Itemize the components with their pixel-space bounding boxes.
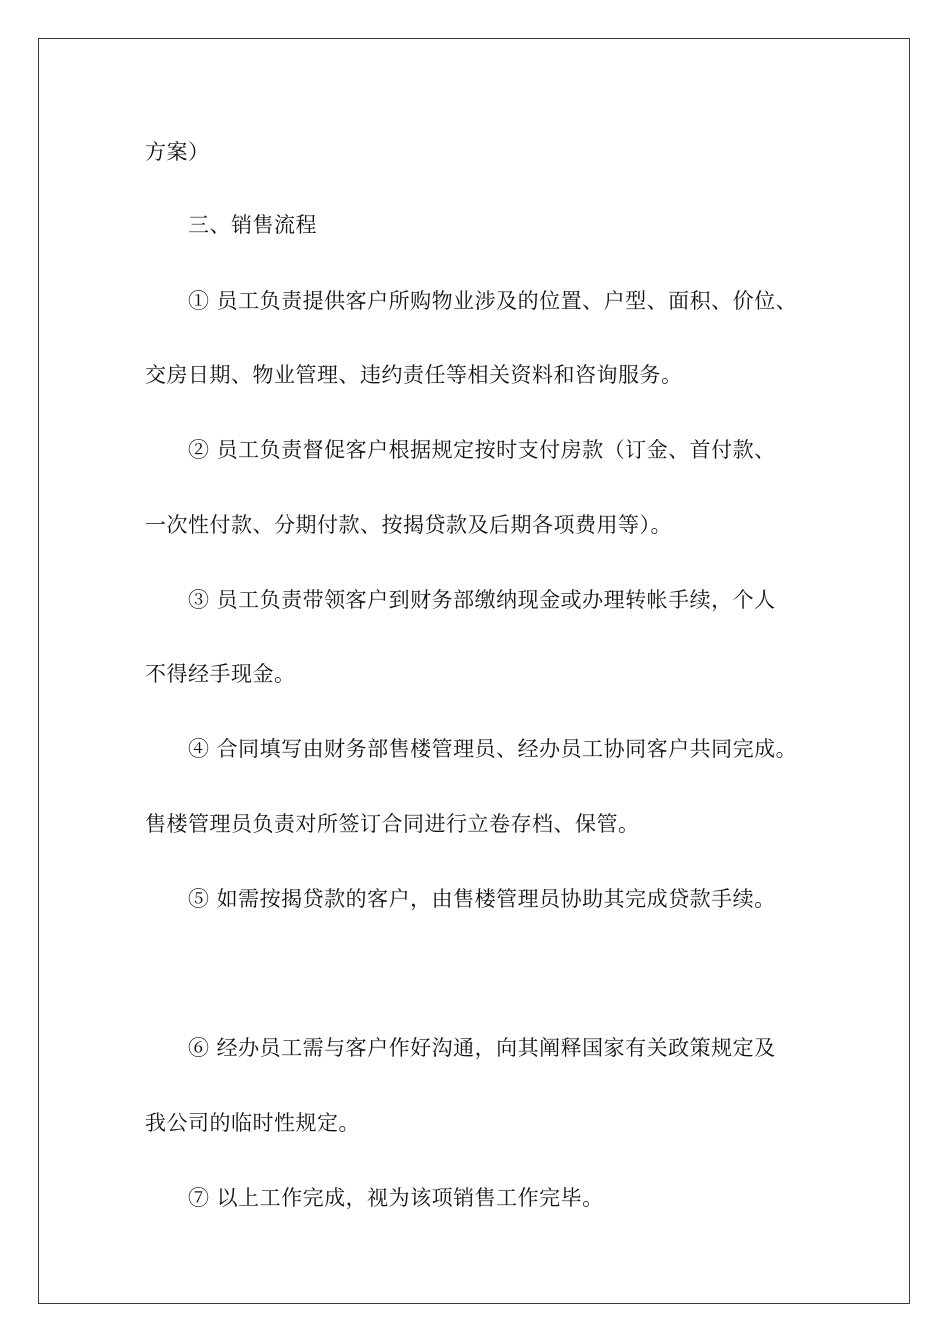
step-1-line-2: 交房日期、物业管理、违约责任等相关资料和咨询服务。 <box>145 363 683 387</box>
step-4-line-1: ④ 合同填写由财务部售楼管理员、经办员工协同客户共同完成。 <box>188 737 798 761</box>
step-3-line-2: 不得经手现金。 <box>145 662 296 686</box>
step-7-line-1: ⑦ 以上工作完成，视为该项销售工作完毕。 <box>188 1186 604 1210</box>
step-6-line-1: ⑥ 经办员工需与客户作好沟通，向其阐释国家有关政策规定及 <box>188 1036 776 1060</box>
step-3-line-1: ③ 员工负责带领客户到财务部缴纳现金或办理转帐手续，个人 <box>188 588 776 612</box>
step-1-line-1: ① 员工负责提供客户所购物业涉及的位置、户型、面积、价位、 <box>188 289 798 313</box>
step-2-line-1: ② 员工负责督促客户根据规定按时支付房款（订金、首付款、 <box>188 438 776 462</box>
section-heading-sales-process: 三、销售流程 <box>188 213 317 237</box>
step-2-line-2: 一次性付款、分期付款、按揭贷款及后期各项费用等）。 <box>145 513 672 537</box>
step-4-line-2: 售楼管理员负责对所签订合同进行立卷存档、保管。 <box>145 812 640 836</box>
step-5-line-1: ⑤ 如需按揭贷款的客户，由售楼管理员协助其完成贷款手续。 <box>188 887 776 911</box>
step-6-line-2: 我公司的临时性规定。 <box>145 1111 360 1135</box>
text-line-plan-end: 方案） <box>145 140 210 164</box>
